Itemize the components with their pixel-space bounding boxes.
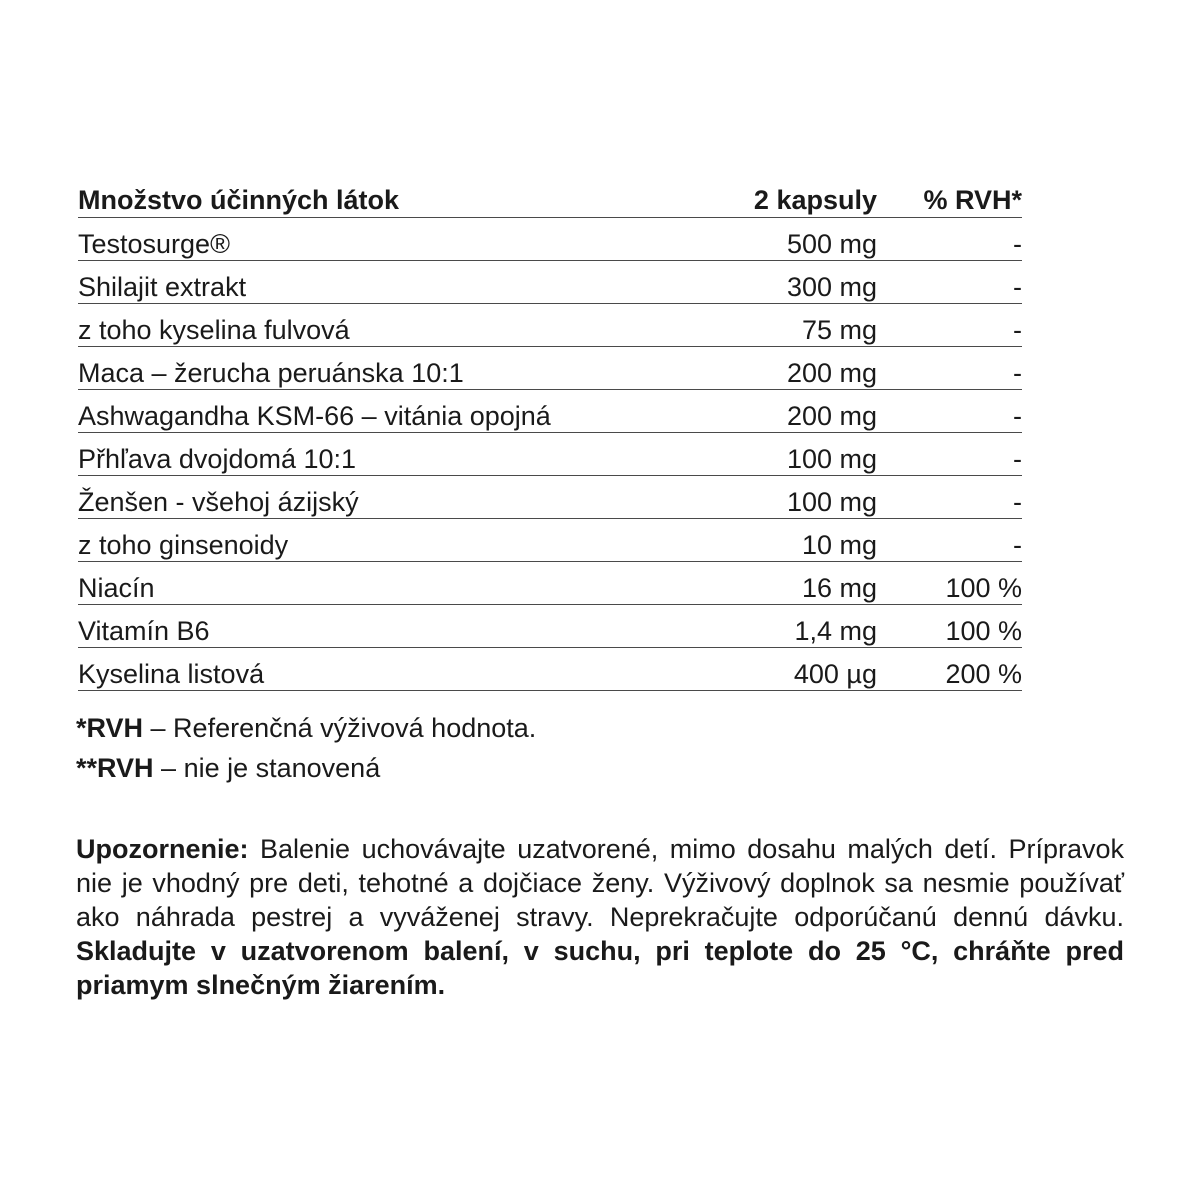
row-rvh: 200 %	[945, 659, 1022, 689]
row-amount: 100 mg	[786, 444, 877, 474]
warning-paragraph	[76, 832, 1124, 1002]
warning-text: Balenie uchovávajte uzatvorené, mimo dosahu malých detí. Prípravok nie je vhodný pre deti, tehotné a dojčiace ženy. Výživový doplnok sa nesmie používať ako náhrada pestrej a vyváženej stravy. Neprekračujte odporúčanú dennú dávku.	[76, 834, 1124, 932]
table-row	[78, 519, 1022, 562]
row-amount: 1,4 mg	[794, 616, 877, 646]
footnote-rvh	[76, 708, 536, 748]
table-row	[78, 476, 1022, 519]
row-amount: 500 mg	[786, 229, 877, 259]
nutrition-table	[78, 180, 1022, 691]
row-rvh: -	[1013, 358, 1022, 388]
row-name: Vitamín B6	[78, 616, 210, 646]
table-row	[78, 347, 1022, 390]
row-name: z toho kyselina fulvová	[78, 315, 350, 345]
header-rvh: % RVH*	[923, 185, 1022, 215]
table-row	[78, 261, 1022, 304]
row-amount: 200 mg	[786, 401, 877, 431]
header-amount: 2 kapsuly	[753, 185, 877, 215]
row-name: Kyselina listová	[78, 659, 265, 689]
table-row	[78, 218, 1022, 261]
row-rvh: -	[1013, 444, 1022, 474]
row-amount: 10 mg	[801, 530, 877, 560]
table-row	[78, 605, 1022, 648]
row-name: Ashwagandha KSM-66 – vitánia opojná	[78, 401, 551, 431]
row-amount: 16 mg	[801, 573, 877, 603]
row-amount: 100 mg	[786, 487, 877, 517]
row-rvh: -	[1013, 487, 1022, 517]
row-name: Přhľava dvojdomá 10:1	[78, 444, 357, 474]
row-rvh: -	[1013, 530, 1022, 560]
footnote-mark: *RVH	[76, 713, 144, 743]
row-amount: 200 mg	[786, 358, 877, 388]
warning-label: Upozornenie:	[76, 834, 249, 864]
footnote-text: – Referenčná výživová hodnota.	[143, 713, 537, 743]
row-name: Shilajit extrakt	[78, 272, 247, 302]
row-amount: 75 mg	[801, 315, 877, 345]
row-name: Niacín	[78, 573, 155, 603]
table-row	[78, 390, 1022, 433]
footnote-mark: **RVH	[76, 753, 154, 783]
table-row	[78, 648, 1022, 691]
table-row	[78, 562, 1022, 605]
row-rvh: 100 %	[945, 616, 1022, 646]
table-row	[78, 433, 1022, 476]
storage-instructions: Skladujte v uzatvorenom balení, v suchu, pri teplote do 25 °C, chráňte pred priamym slnečným žiarením.	[76, 936, 1124, 1000]
row-rvh: -	[1013, 315, 1022, 345]
row-rvh: -	[1013, 272, 1022, 302]
row-amount: 400 µg	[793, 659, 877, 689]
row-name: Maca – žerucha peruánska 10:1	[78, 358, 464, 388]
footnote-rvh-not-set	[76, 748, 536, 788]
table-row	[78, 304, 1022, 347]
header-name: Množstvo účinných látok	[78, 185, 400, 215]
row-name: Testosurge®	[78, 229, 230, 259]
row-name: Ženšen - všehoj ázijský	[78, 487, 359, 517]
row-amount: 300 mg	[786, 272, 877, 302]
footnotes	[76, 708, 536, 788]
row-rvh: -	[1013, 229, 1022, 259]
table-header	[78, 180, 1022, 218]
row-rvh: 100 %	[945, 573, 1022, 603]
row-name: z toho ginsenoidy	[78, 530, 289, 560]
row-rvh: -	[1013, 401, 1022, 431]
footnote-text: – nie je stanovená	[153, 753, 381, 783]
